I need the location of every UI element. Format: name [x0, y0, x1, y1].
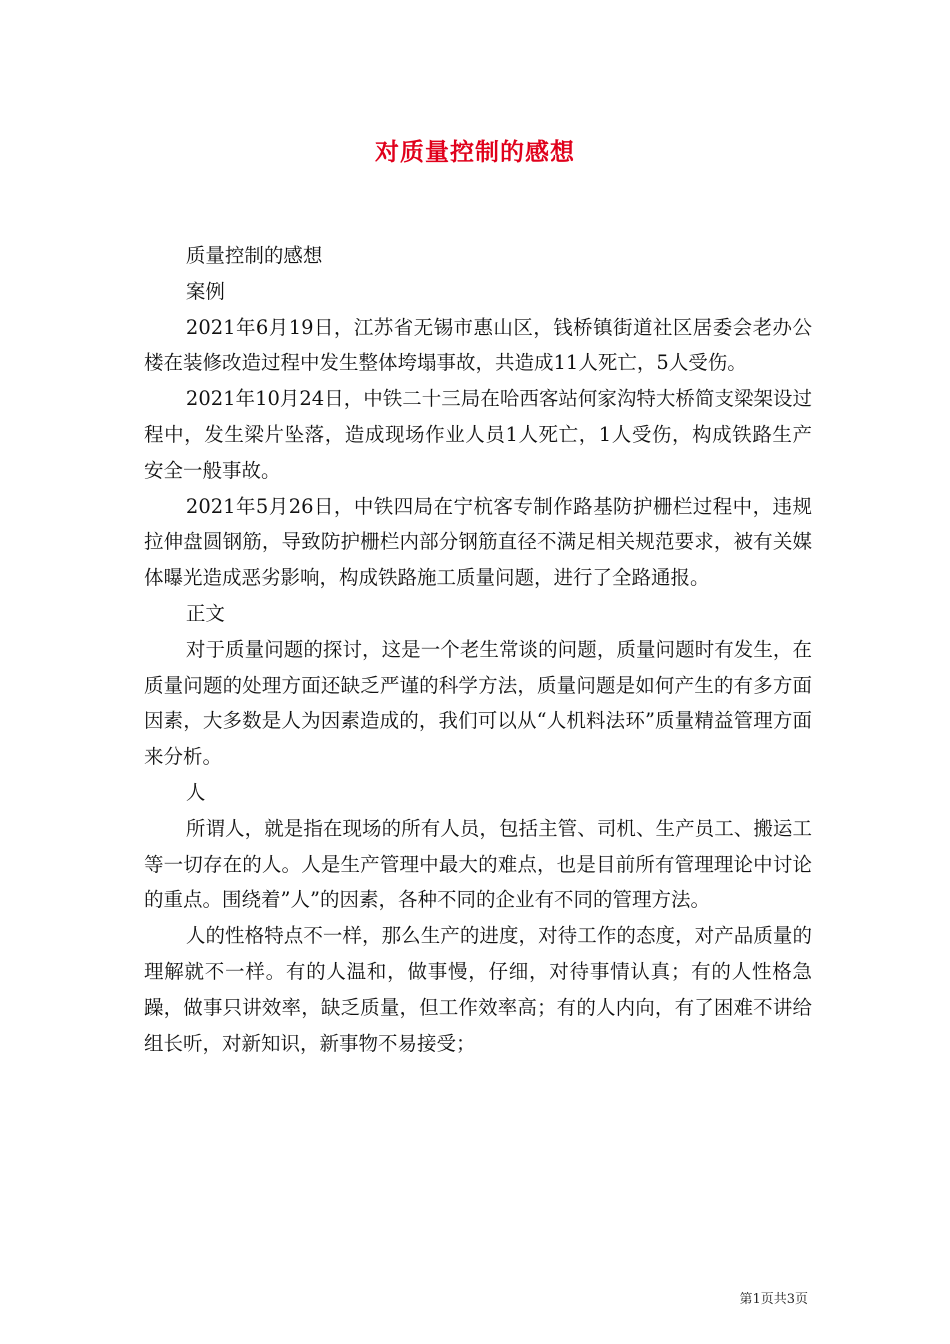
page-number-footer: 第1页共3页 — [739, 1292, 808, 1307]
paragraph-people-2: 人的性格特点不一样，那么生产的进度，对待工作的态度，对产品质量的理解就不一样。有的人温和，做事慢，仔细，对待事情认真；有的人性格急躁，做事只讲效率，缺乏质量，但工作效率高；有的人内向，有了困难不讲给组长听，对新知识，新事物不易接受； — [144, 924, 812, 1055]
paragraph-case-3: 2021年5月26日，中铁四局在宁杭客专制作路基防护栅栏过程中，违规拉伸盘圆钢筋，导致防护栅栏内部分钢筋直径不满足相关规范要求，被有关媒体曝光造成恶劣影响，构成铁路施工质量问题，进行了全路通报。 — [144, 494, 812, 590]
paragraph-case-1: 2021年6月19日，江苏省无锡市惠山区，钱桥镇街道社区居委会老办公楼在装修改造过程中发生整体垮塌事故，共造成11人死亡，5人受伤。 — [144, 315, 812, 375]
paragraph-people-1: 所谓人，就是指在现场的所有人员，包括主管、司机、生产员工、搬运工等一切存在的人。人是生产管理中最大的难点，也是目前所有管理理论中讨论的重点。围绕着”人”的因素，各种不同的企业有不同的管理方法。 — [144, 816, 812, 912]
subtitle-line: 质量控制的感想 — [185, 244, 323, 267]
section-heading-main: 正文 — [185, 601, 225, 625]
paragraph-main-intro: 对于质量问题的探讨，这是一个老生常谈的问题，质量问题时有发生，在质量问题的处理方面还缺乏严谨的科学方法，质量问题是如何产生的有多方面因素，大多数是人为因素造成的，我们可以从“人机料法环”质量精益管理方面来分析。 — [144, 637, 812, 769]
paragraph-case-2: 2021年10月24日，中铁二十三局在哈西客站何家沟特大桥简支梁架设过程中，发生梁片坠落，造成现场作业人员1人死亡，1人受伤，构成铁路生产安全一般事故。 — [144, 387, 812, 482]
document-body — [144, 238, 812, 1061]
section-heading-case: 案例 — [185, 279, 225, 303]
section-heading-people: 人 — [185, 780, 206, 804]
document-title: 对质量控制的感想 — [375, 137, 575, 166]
